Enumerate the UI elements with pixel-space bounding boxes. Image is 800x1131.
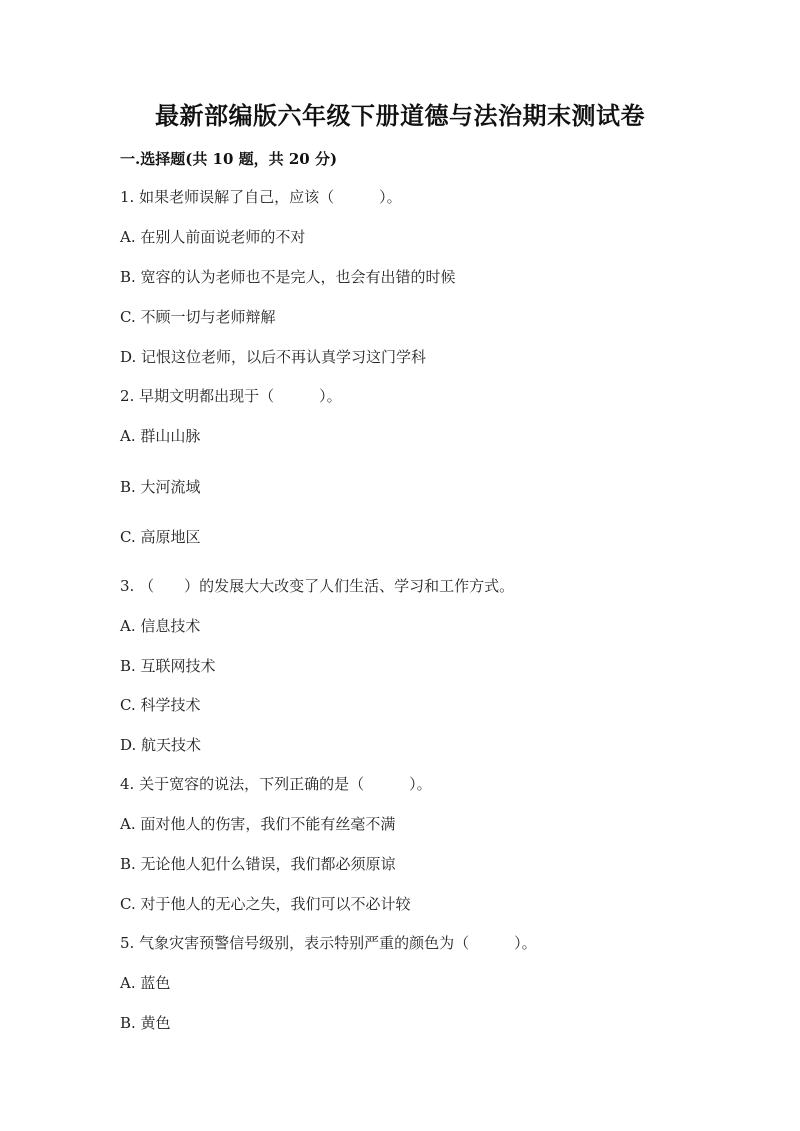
question-2-option-a: A. 群山山脉 [120,427,201,445]
question-4-option-b: B. 无论他人犯什么错误，我们都必须原谅 [120,855,396,873]
question-2-stem: 2. 早期文明都出现于（ ）。 [120,387,342,405]
question-4-option-a: A. 面对他人的伤害，我们不能有丝毫不满 [120,815,396,833]
question-5-option-b: B. 黄色 [120,1014,171,1032]
question-4-stem: 4. 关于宽容的说法，下列正确的是（ ）。 [120,775,432,793]
question-3-option-b: B. 互联网技术 [120,657,216,675]
question-5-option-a: A. 蓝色 [120,974,171,992]
question-3-option-c: C. 科学技术 [120,696,201,714]
question-5-stem: 5. 气象灾害预警信号级别，表示特别严重的颜色为（ ）。 [120,934,537,952]
question-1-option-c: C. 不顾一切与老师辩解 [120,308,276,326]
question-1-option-d: D. 记恨这位老师，以后不再认真学习这门学科 [120,348,427,366]
question-3-option-a: A. 信息技术 [120,617,201,635]
section-heading: 一.选择题(共 10 题，共 20 分) [120,150,338,168]
question-1-stem: 1. 如果老师误解了自己，应该（ ）。 [120,188,402,206]
page-title: 最新部编版六年级下册道德与法治期末测试卷 [155,101,645,130]
question-1-option-b: B. 宽容的认为老师也不是完人，也会有出错的时候 [120,268,456,286]
question-3-stem: 3. （ ）的发展大大改变了人们生活、学习和工作方式。 [120,577,515,595]
question-4-option-c: C. 对于他人的无心之失，我们可以不必计较 [120,895,411,913]
question-1-option-a: A. 在别人前面说老师的不对 [120,228,306,246]
question-3-option-d: D. 航天技术 [120,736,202,754]
question-2-option-b: B. 大河流域 [120,478,201,496]
question-2-option-c: C. 高原地区 [120,528,201,546]
